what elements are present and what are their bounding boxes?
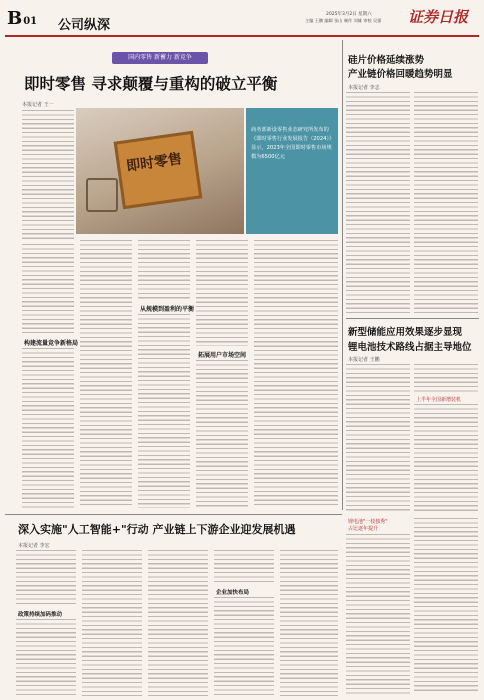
feature-image: [76, 108, 244, 234]
page-number: [7, 8, 37, 29]
bottom-headline: 深入实施"人工智能+"行动 产业链上下游企业迎发展机遇: [18, 523, 296, 536]
bottom-text-col1b: [16, 619, 76, 696]
paper-logo: 证券日报: [408, 8, 469, 26]
right-top-title-1: 硅片价格延续涨势: [348, 55, 425, 66]
right-bottom-byline: 本报记者 王鹏: [348, 357, 380, 363]
main-text-col1: [22, 110, 74, 240]
editors-line: 主编 王鹏 编辑 张山 制作 刘雄 审校 吴强: [305, 18, 382, 23]
bottom-subhead-1: 政策持续加码推动: [18, 612, 63, 618]
image-cart: [86, 178, 118, 212]
right-bottom-text-col2a: [414, 364, 478, 392]
bottom-text-col2: [82, 550, 142, 696]
right-top-text-col2: [414, 92, 478, 314]
main-subhead-1: 构建流量竞争新格局: [24, 340, 79, 347]
right-bottom-title-2: 锂电池技术路线占据主导地位: [348, 342, 472, 353]
bottom-text-col4b: [214, 597, 274, 696]
main-text-col7: [254, 240, 338, 508]
right-bottom-title-1: 新型储能应用效果逐步显现: [348, 327, 463, 338]
right-top-text-col1: [346, 92, 410, 314]
main-subhead-2: 从规模到盈利的平衡: [140, 306, 195, 313]
bottom-text-col1a: [16, 550, 76, 606]
right-bottom-text-col3: [346, 534, 410, 694]
main-text-col6b: [196, 360, 248, 508]
right-bottom-subhead-1: 上半年全国新增装机: [416, 397, 462, 403]
bottom-byline: 本报记者 李宏: [18, 543, 50, 549]
right-bottom-text-col1: [346, 364, 410, 512]
image-sign-text: 即时零售: [125, 151, 183, 175]
right-top-title-2: 产业链价格回暖趋势明显: [348, 69, 453, 80]
image-caption: 商务部新设零售业态研究所发布的《即时零售行业发展报告（2024）》显示，2023年全国即时零售市场规模为6500亿元: [251, 127, 332, 160]
page-number-digits: 01: [23, 16, 38, 27]
right-bottom-subhead-3: 占比逐年提升: [348, 526, 379, 532]
main-headline: 即时零售 寻求颠覆与重构的破立平衡: [24, 75, 278, 93]
kicker-text: 国内零售 新蓄力 新竞争: [128, 54, 192, 61]
image-caption-box: [246, 108, 338, 234]
main-text-col3: [22, 348, 74, 508]
bottom-subhead-2: 企业加快布局: [216, 590, 250, 596]
kicker-banner: [112, 52, 208, 64]
main-text-col4: [80, 240, 132, 508]
main-byline: 本报记者 王一: [22, 102, 54, 108]
bottom-text-col3: [148, 550, 208, 696]
right-bottom-subhead-2: 锂电池"一枝独秀": [348, 519, 388, 525]
bottom-section-divider: [5, 514, 342, 515]
bottom-text-col4: [214, 550, 274, 584]
right-section-divider: [346, 318, 479, 319]
masthead-rule: [5, 35, 479, 37]
right-top-byline: 本报记者 李志: [348, 85, 380, 91]
main-text-col2: [22, 244, 74, 334]
page-letter: B: [7, 8, 23, 29]
main-text-col5: [138, 240, 190, 300]
date-line: 2025年3月2日 星期六: [326, 12, 372, 17]
main-subhead-3: 拓展用户市场空间: [198, 352, 247, 359]
main-text-col6: [196, 240, 248, 346]
column-divider: [342, 40, 343, 510]
right-bottom-text-col4: [414, 518, 478, 694]
right-bottom-text-col2b: [414, 404, 478, 512]
main-text-col5b: [138, 314, 190, 508]
bottom-text-col5: [280, 550, 338, 696]
section-title: 公司纵深: [58, 18, 111, 33]
